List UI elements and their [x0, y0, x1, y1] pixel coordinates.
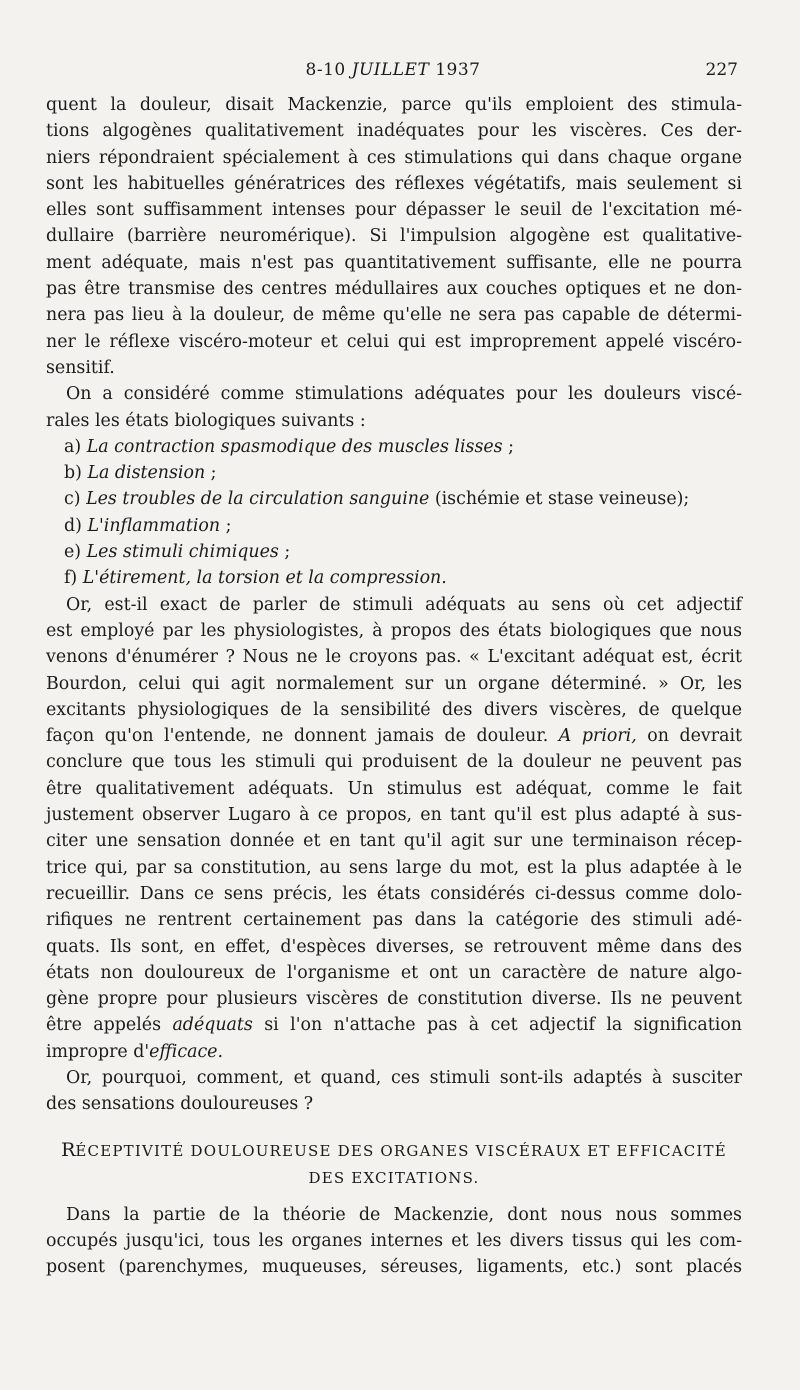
date-month: JUILLET	[351, 60, 430, 80]
list-text: L'étirement, la torsion et la compression.	[82, 568, 447, 589]
section-heading	[46, 1136, 742, 1164]
list-text: L'inflammation	[87, 515, 221, 536]
list-item	[46, 434, 742, 460]
italic-segment: adéquats	[172, 1015, 253, 1036]
list-suffix: ;	[205, 463, 217, 484]
list-suffix: ;	[502, 436, 514, 457]
text-line: Dans la partie de la théorie de Mackenzie, dont nous nous sommes	[66, 1204, 742, 1225]
text-line: des sensations douloureuses ?	[46, 1094, 314, 1115]
list-letter: b)	[64, 463, 88, 484]
text-line: sensitif.	[46, 357, 115, 378]
text-line: citer une sensation donnée et en tant qu'il agit sur une terminaison récep-	[46, 831, 742, 852]
text-line: Or, est-il exact de parler de stimuli adéquats au sens où cet adjectif	[66, 594, 742, 615]
body-text	[46, 92, 742, 1280]
text-line: trice qui, par sa constitution, au sens large du mot, est la plus adaptée à le	[46, 857, 742, 878]
text-line: recueillir. Dans ce sens précis, les états considérés ci-dessus comme dolo-	[46, 883, 742, 904]
text-line	[46, 1012, 742, 1038]
text-line: sont les habituelles génératrices des réflexes végétatifs, mais seulement si	[46, 173, 742, 194]
date-year: 1937	[429, 60, 481, 80]
text-line: états non douloureux de l'organisme et ont un caractère de nature algo-	[46, 962, 742, 983]
heading-initial: R	[61, 1138, 76, 1161]
text-segment: si l'on n'attache pas à cet adjectif la signification	[252, 1015, 742, 1036]
list-item	[46, 486, 742, 512]
text-line: posent (parenchymes, muqueuses, séreuses, ligaments, etc.) sont placés	[46, 1257, 742, 1278]
text-line: On a considéré comme stimulations adéquates pour les douleurs viscé-	[66, 384, 742, 405]
section-gap	[46, 1192, 742, 1202]
text-line: ner le réflexe viscéro-moteur et celui qui est improprement appelé viscéro-	[46, 331, 742, 352]
text-line: occupés jusqu'ici, tous les organes internes et les divers tissus qui les com-	[46, 1230, 742, 1251]
heading-line-1: ÉCEPTIVITÉ DOULOUREUSE DES ORGANES VISCÉRAUX ET EFFICACITÉ	[75, 1141, 727, 1160]
list-suffix: ;	[220, 515, 232, 536]
list-text: La distension	[87, 463, 206, 484]
list-letter: a)	[64, 436, 87, 457]
text-line: ment adéquate, mais n'est pas quantitativement suffisante, elle ne pourra	[46, 252, 742, 273]
italic-segment: A priori,	[558, 726, 637, 747]
list-item	[46, 460, 742, 486]
list-suffix: (ischémie et stase veineuse);	[429, 489, 690, 510]
text-line: niers répondraient spécialement à ces stimulations qui dans chaque organe	[46, 147, 742, 168]
text-segment: impropre d'	[46, 1041, 150, 1062]
text-line	[46, 1039, 742, 1065]
running-head	[48, 60, 738, 86]
list-letter: d)	[64, 515, 88, 536]
text-line: Bourdon, celui qui agit normalement sur un organe déterminé. » Or, les	[46, 673, 742, 694]
list-text: La contraction spasmodique des muscles lisses	[86, 436, 503, 457]
text-line: quats. Ils sont, en effet, d'espèces diverses, se retrouvent même dans des	[46, 936, 742, 957]
text-line: venons d'énumérer ? Nous ne le croyons pas. « L'excitant adéquat est, écrit	[46, 647, 742, 668]
section-gap	[46, 1118, 742, 1136]
text-line: gène propre pour plusieurs viscères de constitution diverse. Ils ne peuvent	[46, 989, 742, 1010]
text-line: nera pas lieu à la douleur, de même qu'elle ne sera pas capable de détermi-	[46, 305, 742, 326]
date-day: 8-10	[305, 60, 352, 80]
list-suffix: ;	[278, 542, 291, 563]
list-letter: f)	[64, 568, 83, 589]
text-line: tions algogènes qualitativement inadéquates pour les viscères. Ces der-	[46, 121, 742, 142]
text-line: Or, pourquoi, comment, et quand, ces stimuli sont-ils adaptés à susciter	[66, 1067, 742, 1088]
list-text: Les troubles de la circulation sanguine	[86, 489, 430, 510]
list-text: Les stimuli chimiques	[86, 542, 279, 563]
running-head-date	[48, 60, 738, 80]
text-segment: on devrait	[636, 726, 742, 747]
text-line: excitants physiologiques de la sensibilité des divers viscères, de quelque	[46, 699, 742, 720]
text-line: elles sont suffisamment intenses pour dépasser le seuil de l'excitation mé-	[46, 200, 742, 221]
text-line: rifiques ne rentrent certainement pas dans la catégorie des stimuli adé-	[46, 910, 742, 931]
italic-segment: efficace.	[149, 1041, 223, 1062]
text-segment: être appelés	[46, 1015, 173, 1036]
list-item	[46, 513, 742, 539]
text-line: justement observer Lugaro à ce propos, en tant qu'il est plus adapté à sus-	[46, 805, 742, 826]
list-item	[46, 539, 742, 565]
text-line: rales les états biologiques suivants :	[46, 410, 366, 431]
list-letter: c)	[64, 489, 87, 510]
page-number: 227	[705, 60, 738, 80]
text-line: quent la douleur, disait Mackenzie, parce qu'ils emploient des stimula-	[46, 95, 742, 115]
text-line: pas être transmise des centres médullaires aux couches optiques et ne don-	[46, 279, 742, 300]
list-letter: e)	[64, 542, 87, 563]
section-heading-line-2: DES EXCITATIONS.	[308, 1168, 480, 1187]
text-line: être qualitativement adéquats. Un stimulus est adéquat, comme le fait	[46, 778, 742, 799]
text-line: est employé par les physiologistes, à propos des états biologiques que nous	[46, 620, 742, 641]
list-item	[46, 565, 742, 591]
text-line: conclure que tous les stimuli qui produisent de la douleur ne peuvent pas	[46, 752, 742, 773]
text-line	[46, 723, 742, 749]
text-segment: façon qu'on l'entende, ne donnent jamais de douleur.	[46, 726, 559, 747]
text-line: dullaire (barrière neuromérique). Si l'impulsion algogène est qualitative-	[46, 226, 742, 247]
